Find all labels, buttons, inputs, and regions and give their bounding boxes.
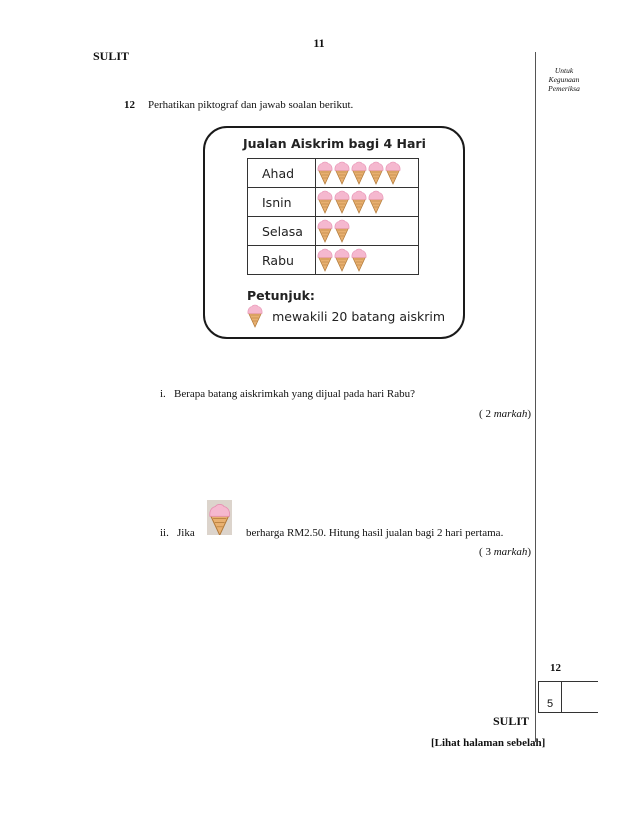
pictograph-row — [248, 188, 419, 217]
question-instruction: Perhatikan piktograf dan jawab soalan berikut. — [148, 99, 354, 111]
pictograph-row — [248, 246, 419, 275]
ice-cream-cone-icon — [351, 190, 367, 214]
part-ii-marks — [331, 546, 531, 558]
ice-cream-cone-icon — [368, 190, 384, 214]
pictograph-icons — [315, 188, 418, 217]
pictograph-row — [248, 159, 419, 188]
ice-cream-cone-icon — [317, 190, 333, 214]
part-i-marks — [331, 408, 531, 420]
ice-cream-cone-icon — [317, 248, 333, 272]
pictograph-day: Isnin — [248, 188, 316, 217]
part-ii-pre-text: Jika — [177, 527, 195, 539]
ice-cream-cone-icon — [247, 304, 263, 328]
ice-cream-cone-icon — [207, 500, 232, 535]
ice-cream-cone-icon — [351, 161, 367, 185]
ice-cream-cone-icon — [334, 190, 350, 214]
part-i-label: i. — [160, 388, 166, 400]
pictograph-key-label: Petunjuk: — [247, 288, 315, 303]
examiner-note-line: Pemeriksa — [548, 84, 580, 93]
ice-cream-cone-icon — [334, 248, 350, 272]
examiner-note-line: Untuk — [554, 66, 574, 75]
pictograph-day: Ahad — [248, 159, 316, 188]
ice-cream-cone-icon — [334, 219, 350, 243]
pictograph-day: Selasa — [248, 217, 316, 246]
next-page-note: [Lihat halaman sebelah] — [431, 737, 546, 749]
pictograph — [243, 136, 449, 332]
examiner-note-line: Kegunaan — [548, 75, 580, 84]
pictograph-icons — [315, 159, 418, 188]
ice-cream-cone-icon — [351, 248, 367, 272]
part-ii-question: berharga RM2.50. Hitung hasil jualan bagi 2 hari pertama. — [246, 527, 504, 539]
part-i-question: Berapa batang aiskrimkah yang dijual pada hari Rabu? — [174, 388, 415, 400]
inline-ice-cream-icon — [207, 500, 232, 535]
ice-cream-cone-icon — [317, 161, 333, 185]
score-total: 5 — [539, 682, 562, 713]
ice-cream-cone-icon — [247, 306, 264, 325]
score-question-label: 12 — [550, 662, 561, 674]
ice-cream-cone-icon — [334, 161, 350, 185]
marks-word: markah — [493, 408, 528, 420]
pictograph-title: Jualan Aiskrim bagi 4 Hari — [243, 136, 426, 151]
ice-cream-cone-icon — [385, 161, 401, 185]
pictograph-icons — [315, 246, 418, 275]
pictograph-key-text: mewakili 20 batang aiskrim — [272, 308, 446, 324]
marks-open: ( 2 — [479, 408, 494, 420]
pictograph-row — [248, 217, 419, 246]
marks-word: markah — [493, 546, 528, 558]
pictograph-day: Rabu — [248, 246, 316, 275]
examiner-note — [537, 66, 591, 93]
part-ii-label: ii. — [160, 527, 169, 539]
pictograph-table — [247, 158, 419, 275]
classification-footer: SULIT — [493, 714, 530, 728]
ice-cream-cone-icon — [368, 161, 384, 185]
classification-header: SULIT — [93, 49, 130, 63]
marks-close: ) — [527, 408, 531, 420]
page-number: 11 — [313, 36, 325, 50]
marks-close: ) — [527, 546, 531, 558]
pictograph-key — [247, 304, 445, 328]
score-box — [538, 681, 598, 713]
marks-open: ( 3 — [479, 546, 494, 558]
question-number: 12 — [124, 99, 135, 111]
margin-divider — [535, 52, 536, 742]
pictograph-icons — [315, 217, 418, 246]
ice-cream-cone-icon — [317, 219, 333, 243]
